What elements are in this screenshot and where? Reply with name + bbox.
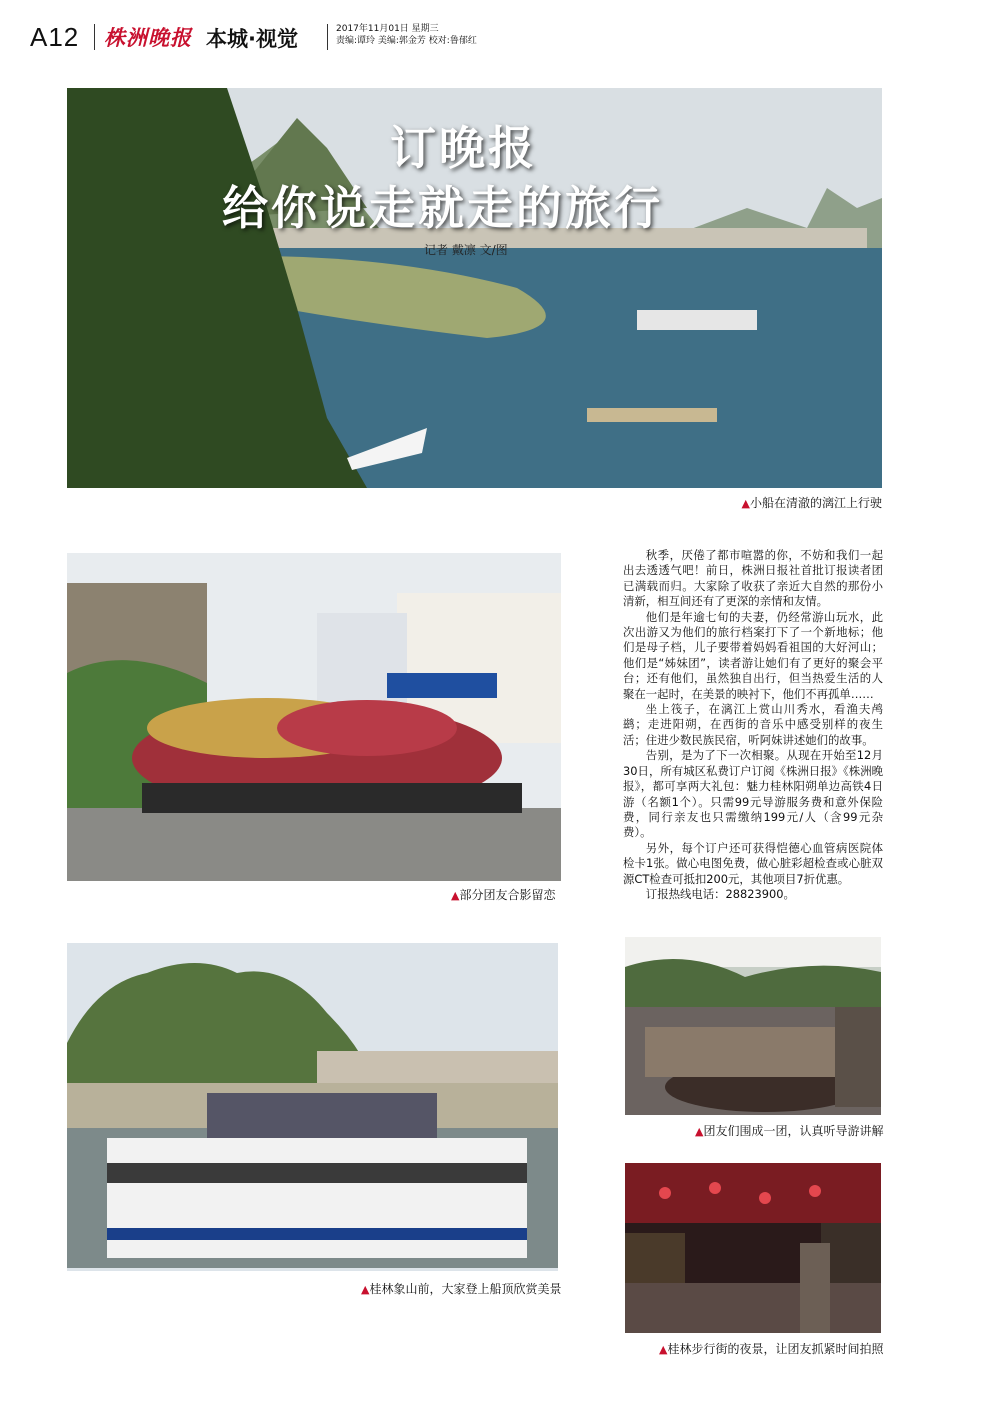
header-divider [94,24,95,50]
issue-date: 2017年11月01日 星期三 [336,24,439,34]
article-body [623,548,883,902]
caption-text: 桂林象山前，大家登上船顶欣赏美景 [369,1282,562,1296]
headline-line1: 订晚报 [390,121,537,175]
caption-text: 桂林步行街的夜景，让团友抓紧时间拍照 [667,1342,884,1356]
byline: 记者 戴凛 文/图 [424,243,508,257]
triangle-icon: ▲ [451,889,460,902]
caption-text: 团友们围成一团，认真听导游讲解 [703,1124,884,1138]
caption-tour-circle [695,1124,883,1139]
photo-night-street [625,1163,881,1333]
triangle-icon: ▲ [361,1283,370,1296]
photo-elephant-hill [67,943,558,1271]
triangle-icon: ▲ [695,1125,704,1138]
triangle-icon: ▲ [659,1343,668,1356]
article-paragraph: 另外，每个订户还可获得恺德心血管病医院体检卡1张。做心电图免费，做心脏彩超检查或心脏双源CT检查可抵扣200元，其他项目7折优惠。 [623,840,883,886]
caption-night-street [659,1342,883,1357]
newspaper-logo: 株洲晚报 [104,25,192,50]
photo-tour-circle [625,937,881,1115]
caption-text: 小船在清澈的漓江上行驶 [749,496,882,510]
article-paragraph: 告别，是为了下一次相聚。从现在开始至12月30日，所有城区私费订户订阅《株洲日报》《株洲晚报》，都可享两大礼包：魅力桂林阳朔单边高铁4日游（名额1个）。只需99元导游服务费和意外保险费，同行亲友也只需缴纳199元/人（含99元杂费）。 [623,748,883,840]
section-title: 本城·视觉 [206,27,298,51]
photo-group [67,553,561,881]
caption-group [451,888,555,903]
header-divider [327,24,328,50]
page-number: A12 [30,22,80,52]
caption-li-river [742,496,882,511]
staff-credits: 责编:谭玲 美编:郭金芳 校对:鲁郁红 [336,36,477,46]
triangle-icon: ▲ [741,497,750,510]
article-paragraph: 秋季，厌倦了都市喧嚣的你，不妨和我们一起出去透透气吧！前日，株洲日报社首批订报读者团已满载而归。大家除了收获了亲近大自然的那份小清新，相互间还有了更深的亲情和友情。 [623,548,883,609]
article-paragraph: 订报热线电话：28823900。 [645,886,795,901]
caption-elephant-hill [361,1282,561,1297]
article-paragraph: 他们是年逾七旬的夫妻，仍经常游山玩水，此次出游又为他们的旅行档案打下了一个新地标；他们是母子档，儿子要带着妈妈看祖国的大好河山；他们是“姊妹团”，读者游让她们有了更好的聚会平台；还有他们，虽然独自出行，但当热爱生活的人聚在一起时，在美景的映衬下，他们不再孤单…… [623,609,883,701]
caption-text: 部分团友合影留恋 [459,888,556,902]
headline-line2: 给你说走就走的旅行 [222,181,663,235]
article-paragraph: 坐上筏子，在漓江上赏山川秀水，看渔夫鸬鹚；走进阳朔，在西街的音乐中感受别样的夜生活；住进少数民族民宿，听阿妹讲述她们的故事。 [623,702,883,747]
